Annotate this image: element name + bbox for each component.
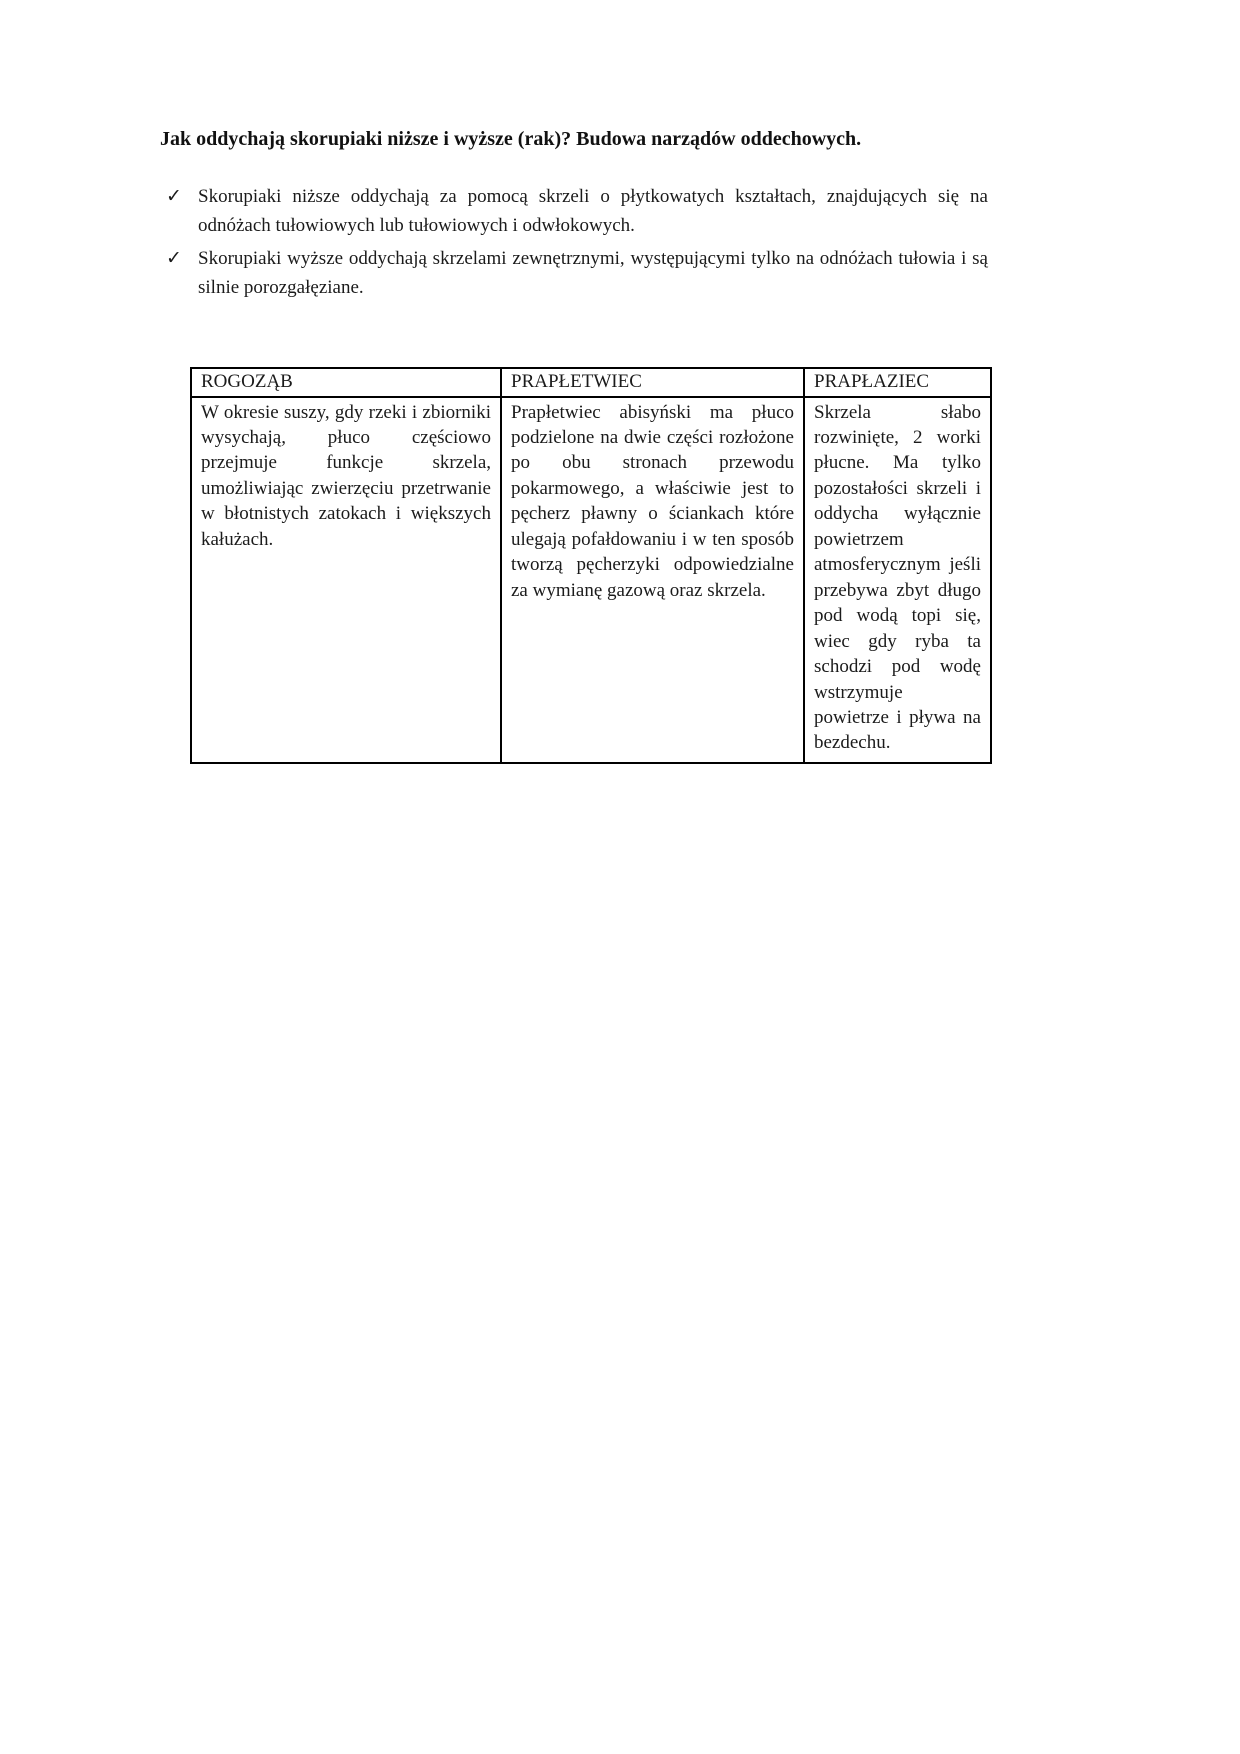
table-cell-rogozab: W okresie suszy, gdy rzeki i zbiorniki wysychają, płuco częściowo przejmuje funkcje skrzela, umożliwiając zwierzęciu przetrwanie w błotnistych zatokach i większych kałużach. [191, 397, 501, 763]
checkmark-icon: ✓ [166, 246, 182, 269]
comparison-table [190, 367, 992, 764]
table-header-rogozab: ROGOZĄB [191, 368, 501, 397]
table-body-row [191, 397, 991, 763]
bullet-text: Skorupiaki wyższe oddychają skrzelami zewnętrznymi, występującymi tylko na odnóżach tułowia i są silnie porozgałęziane. [198, 247, 988, 299]
checkmark-icon: ✓ [166, 185, 182, 207]
page-title: Jak oddychają skorupiaki niższe i wyższe (rak)? Budowa narządów oddechowych. [160, 128, 862, 150]
bullet-item [160, 244, 988, 303]
bullet-list [160, 182, 988, 303]
table-cell-praplaziec: Skrzela słabo rozwinięte, 2 worki płucne. Ma tylko pozostałości skrzeli i oddycha wyłącznie powietrzem atmosferycznym jeśli przebywa zbyt długo pod wodą topi się, wiec gdy ryba ta schodzi pod wodę wstrzymuje powietrze i pływa na bezdechu. [804, 397, 991, 763]
table-header-row [191, 368, 991, 397]
bullet-text: Skorupiaki niższe oddychają za pomocą skrzeli o płytkowatych kształtach, znajdujących się na odnóżach tułowiowych lub tułowiowych i odwłokowych. [198, 186, 988, 237]
table-header-praplaziec: PRAPŁAZIEC [804, 368, 991, 397]
table-header-prapletwiec: PRAPŁETWIEC [501, 368, 804, 397]
bullet-item [160, 182, 988, 241]
document-content [160, 126, 988, 764]
table-cell-prapletwiec: Prapłetwiec abisyński ma płuco podzielone na dwie części rozłożone po obu stronach przewodu pokarmowego, a właściwie jest to pęcherz pławny o ściankach które ulegają pofałdowaniu i w ten sposób tworzą pęcherzyki odpowiedzialne za wymianę gazową oraz skrzela. [501, 397, 804, 763]
